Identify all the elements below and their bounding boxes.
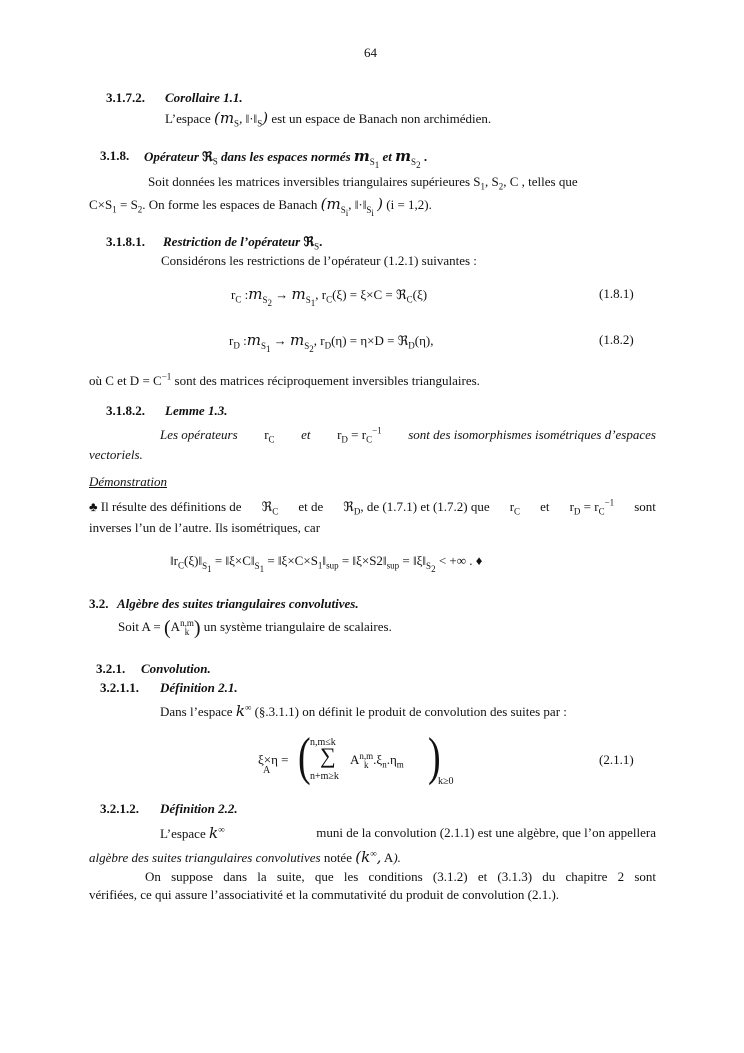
deq-g: = ‖ξ‖ — [402, 553, 427, 568]
eq211-A: A — [350, 752, 360, 767]
eq182-arrow: → — [273, 333, 287, 348]
eq181-m-a: m — [248, 285, 263, 303]
deq-e-sub: sup — [326, 560, 339, 571]
def22-k: k — [208, 824, 219, 842]
eq211-paren-open: ( — [298, 727, 311, 787]
para1-line1-c: , C , telles que — [503, 174, 578, 189]
corollary-text-post: est un espace de Banach non archimédien. — [271, 111, 492, 126]
section-title-3181 — [163, 234, 322, 250]
eq181-colon: : — [244, 287, 249, 302]
eq181-rest-a: , r — [315, 287, 327, 302]
lemma-r2-sub: D — [341, 434, 348, 445]
deq-f-sub: sup — [386, 560, 400, 571]
title-3181: Restriction de l’opérateur — [163, 234, 301, 249]
operator-symbol: ℜ — [202, 149, 213, 164]
eq181-rest-sub: C — [326, 294, 333, 305]
deq-g-sub: S — [426, 560, 432, 571]
para1-s2: 2 — [498, 181, 504, 192]
lemma-c: sont des isomorphismes isométriques d’espaces — [408, 427, 656, 442]
equation-tag-181: (1.8.1) — [599, 286, 634, 301]
deq-g-sub2: 2 — [431, 563, 436, 574]
deq-c-sub: S — [254, 560, 260, 571]
eq211-term — [350, 752, 404, 770]
demo-c: , de (1.7.1) et (1.7.2) que — [360, 499, 490, 514]
def22-line2 — [89, 849, 401, 866]
para1-space-sub: S — [340, 204, 346, 215]
page-number: 64 — [364, 45, 377, 60]
def22-algebra-close: ). — [393, 850, 401, 865]
para2 — [89, 373, 480, 389]
para1-line1 — [148, 174, 578, 190]
demo-eq: = r — [583, 499, 599, 514]
demonstration-title: Démonstration — [89, 474, 167, 489]
demo-b: et de — [298, 499, 324, 514]
equation-181 — [231, 285, 428, 308]
para1-line2-s2: 2 — [137, 204, 143, 215]
lemma-r3-sub: C — [366, 434, 373, 445]
lemma-eq: = r — [351, 427, 367, 442]
lemma-r3-sup: −1 — [372, 425, 382, 436]
eq211-sum-top: n,m≤k — [310, 737, 336, 748]
para1-space-close: ) — [377, 195, 384, 213]
eq181-mb-sub2: 1 — [310, 297, 316, 308]
demo-r1-sub: C — [514, 506, 521, 517]
def22-line2-b: notée — [323, 850, 352, 865]
title-318-c: et — [382, 149, 392, 164]
para2-b: sont des matrices réciproquement inversibles triangulaires. — [174, 373, 480, 388]
para1-norm-sub: S — [366, 204, 372, 215]
demo-d: et — [540, 499, 550, 514]
equation-tag-211: (2.1.1) — [599, 752, 634, 767]
corollary-statement — [165, 110, 491, 127]
eq182-ma-sub2: 1 — [265, 343, 271, 354]
demo-op2: ℜ — [343, 499, 354, 514]
para2-sup: −1 — [161, 371, 172, 382]
eq182-rest-sub: D — [324, 340, 332, 351]
space-close: ) — [262, 109, 269, 127]
deq-f: = ‖ξ×S2‖ — [341, 553, 387, 568]
para1-space-subi: i — [345, 207, 349, 218]
eq211-eta: .η — [386, 752, 397, 767]
deq-b-sub2: 1 — [207, 563, 212, 574]
eq211-eta-sub: m — [396, 759, 404, 770]
def22-line3: On suppose dans la suite, que les conditions (3.1.2) et (3.1.3) du chapitre 2 sont — [145, 869, 656, 884]
operator-sub: S — [212, 156, 218, 167]
equation-tag-182: (1.8.2) — [599, 332, 634, 347]
deq-c: = ‖ξ×C‖ — [214, 553, 255, 568]
para1-line2-s1: 1 — [112, 204, 117, 215]
eq181-rest-sub2: C — [406, 294, 413, 305]
para1-index: (i = 1,2). — [386, 197, 432, 212]
para1-line1-b: , S — [485, 174, 499, 189]
eq211-sum: ∑ — [320, 743, 336, 768]
s32-paren-close: ) — [193, 617, 201, 639]
def21-k: k — [235, 702, 245, 720]
section-number-3181: 3.1.8.1. — [106, 234, 145, 249]
demo-r2-sub: D — [573, 506, 581, 517]
para1-s1: 1 — [480, 181, 486, 192]
deq-e: ‖ — [322, 553, 327, 568]
def22-k-sup: ∞ — [218, 824, 225, 835]
eq211-xi: .ξ — [373, 752, 383, 767]
demo-equation — [170, 553, 483, 574]
operator-3181-sub: S — [314, 241, 320, 252]
section-number-3172: 3.1.7.2. — [106, 90, 145, 105]
eq211-lhs-text: ξ×η = — [258, 752, 289, 767]
section-number-3212: 3.2.1.2. — [100, 801, 139, 816]
lemma-line1 — [160, 427, 656, 443]
eq182-colon: : — [243, 333, 247, 348]
section-number-3182: 3.1.8.2. — [106, 403, 145, 418]
m2-sub2: 2 — [416, 159, 421, 170]
m1-sub2: 1 — [374, 159, 380, 170]
m2-sub: S — [411, 156, 417, 167]
para1-norm: , ‖·‖ — [348, 197, 367, 212]
eq181-arrow: → — [275, 287, 289, 302]
eq211-outer-sub: k≥0 — [438, 776, 454, 787]
deq-a-sub: C — [177, 560, 184, 571]
section-number-3211: 3.2.1.1. — [100, 680, 139, 695]
title-3181-dot: . — [319, 234, 323, 249]
corollary-title: Corollaire 1.1. — [165, 90, 243, 105]
para1-line2-b: = S — [119, 197, 138, 212]
demo-r1: r — [509, 499, 515, 514]
m1-sub: S — [369, 156, 375, 167]
deq-c-sub2: 1 — [259, 563, 265, 574]
s32-A-sub: k — [184, 627, 190, 638]
para1-line2-c: . On forme les espaces de Banach — [142, 197, 318, 212]
demo-e: sont — [634, 499, 656, 514]
section-number-32: 3.2. — [89, 596, 109, 611]
def22-line1 — [160, 825, 656, 842]
eq182-m-b: m — [289, 331, 305, 349]
s32-text-a: Soit A = — [118, 619, 161, 634]
eq181-r: r — [231, 287, 236, 302]
s32-paren-open: ( — [164, 617, 171, 639]
deq-h: < +∞ . ♦ — [438, 553, 483, 568]
demo-r3-sup: −1 — [604, 497, 615, 508]
deq-b-sub: S — [202, 560, 208, 571]
lemma-title: Lemme 1.3. — [165, 403, 228, 418]
demo-line1 — [89, 499, 656, 515]
eq181-rest-b: (ξ) = ξ×C = ℜ — [332, 287, 407, 302]
eq182-rest-sub2: D — [408, 340, 415, 351]
s32-A-sup: n,m — [180, 618, 194, 629]
eq211-lhs-sub: A — [263, 765, 271, 776]
title-318-dot: . — [423, 149, 428, 164]
demo-r2: r — [569, 499, 574, 514]
para2-a: où C et D = C — [89, 373, 162, 388]
eq182-m-a: m — [246, 331, 261, 349]
space-m2: m — [395, 147, 412, 165]
lemma-r-sub: C — [268, 434, 275, 445]
eq211-A-sub: k — [364, 760, 369, 771]
norm-symbol: ‖·‖ — [245, 111, 258, 126]
demo-r3-sub: C — [598, 506, 605, 517]
def21-k-sup: ∞ — [244, 702, 252, 713]
eq181-r-sub: C — [235, 294, 242, 305]
lemma-line2: vectoriels. — [89, 447, 143, 462]
lemma-a: Les opérateurs — [160, 427, 238, 442]
def22-algebra-A: A — [383, 850, 394, 865]
s32-text-b: un système triangulaire de scalaires. — [203, 619, 392, 634]
def21-b: (§.3.1.1) on définit le produit de convolution des suites par : — [254, 704, 567, 719]
section-title-321: Convolution. — [141, 661, 211, 676]
lemma-r2: r — [337, 427, 342, 442]
def22-b: muni de la convolution (2.1.1) est une algèbre, que l’on appellera — [316, 825, 656, 840]
deq-d: = ‖ξ×C×S — [267, 553, 318, 568]
def22-algebra-sup: ∞ — [370, 848, 377, 859]
section-number-318: 3.1.8. — [100, 148, 130, 163]
def21-a: Dans l’espace — [160, 704, 233, 719]
definition-21-text — [160, 703, 567, 720]
def22-algebra-open: (k — [355, 848, 371, 866]
eq182-rest-c: (η), — [414, 333, 434, 348]
para1-line1-a: Soit données les matrices inversibles triangulaires supérieures S — [148, 174, 481, 189]
space-m1: m — [353, 147, 370, 165]
eq181-ma-sub: S — [262, 294, 268, 305]
definition-21-title: Définition 2.1. — [160, 680, 238, 695]
eq182-rest-a: , r — [313, 333, 325, 348]
s32-A: A — [170, 619, 181, 634]
section-title-32: Algèbre des suites triangulaires convolutives. — [117, 596, 359, 611]
eq211-sum-bot: n+m≥k — [310, 771, 339, 782]
eq182-mb-sub: S — [304, 340, 310, 351]
eq182-mb-sub2: 2 — [309, 343, 314, 354]
eq181-ma-sub2: 2 — [267, 297, 272, 308]
title-318-a: Opérateur — [144, 149, 199, 164]
eq211-paren-close: ) — [428, 727, 441, 787]
space-sub: S — [234, 118, 240, 129]
section-number-321: 3.2.1. — [96, 661, 126, 676]
def22-line4: vérifiées, ce qui assure l’associativité et la commutativité du produit de convolution (2.1.). — [89, 887, 560, 902]
demo-line2: inverses l’un de l’autre. Ils isométriques, car — [89, 520, 321, 535]
lemma-b: et — [301, 427, 311, 442]
lemma-r: r — [264, 427, 269, 442]
definition-22-title: Définition 2.2. — [160, 801, 238, 816]
deq-a: ‖r — [170, 553, 178, 568]
para1-norm-subi: i — [371, 207, 374, 218]
def22-a: L’espace — [160, 826, 206, 841]
eq181-rest-c: (ξ) — [412, 287, 428, 302]
section-title-318 — [144, 147, 428, 170]
eq182-ma-sub: S — [260, 340, 266, 351]
eq181-m-b: m — [291, 285, 306, 303]
para1-line2-a: C×S — [89, 197, 113, 212]
demo-op1: ℜ — [261, 499, 273, 514]
space-symbol: (m — [213, 109, 235, 127]
operator-3181: ℜ — [303, 234, 315, 249]
eq211-xi-sub: n — [382, 759, 387, 770]
s32-text — [118, 619, 392, 637]
restriction-intro: Considérons les restrictions de l’opérateur (1.2.1) suivantes : — [161, 253, 477, 268]
def22-line2-a: algèbre des suites triangulaires convolutives — [89, 850, 321, 865]
corollary-text-pre: L’espace — [165, 111, 211, 126]
eq181-mb-sub: S — [305, 294, 311, 305]
eq211-A-sup: n,m — [359, 751, 374, 762]
deq-b: (ξ)‖ — [184, 553, 203, 568]
eq182-rest-b: (η) = η×D = ℜ — [331, 333, 409, 348]
para1-line2 — [89, 195, 432, 218]
space-comma: , — [239, 111, 243, 126]
title-318-b: dans les espaces normés — [221, 149, 351, 164]
deq-d-sub: 1 — [317, 560, 323, 571]
demo-op2-sub: D — [353, 506, 361, 517]
norm-sub: S — [257, 118, 263, 129]
para1-space: (m — [320, 195, 341, 213]
demo-op1-sub: C — [272, 506, 279, 517]
equation-182 — [229, 331, 434, 354]
eq182-r-sub: D — [233, 340, 240, 351]
demo-a: ♣ Il résulte des définitions de — [89, 499, 242, 514]
def22-algebra-comma: , — [376, 848, 382, 866]
eq182-r: r — [229, 333, 234, 348]
